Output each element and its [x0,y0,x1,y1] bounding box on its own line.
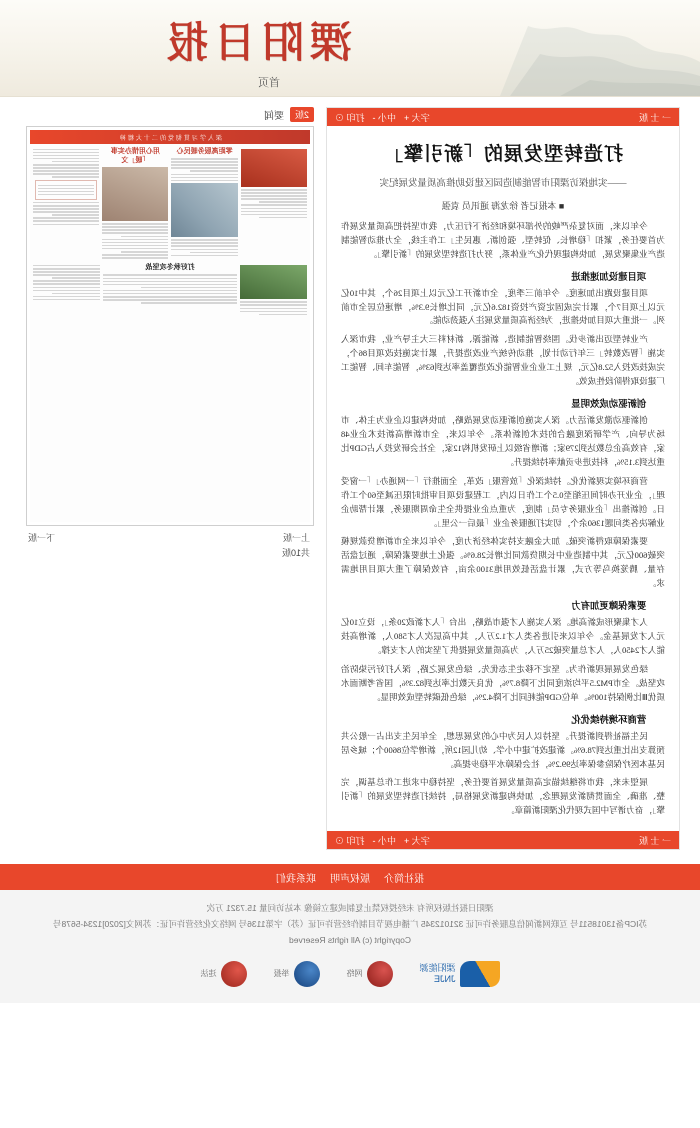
main-content [20,107,680,850]
page-thumbnail-inner [30,130,310,522]
print-button-bottom[interactable]: 打印 ⊙ [335,835,365,846]
article-subheadline: ——实地探访溧阳市智能制造园区建设助推高质量发展纪实 [379,178,627,189]
report-badge-icon [295,961,321,987]
article-paragraph: 展望未来，我市将继续锚定高质量发展首要任务，坚持稳中求进工作总基调，完整、准确、全面贯彻新发展理念，加快构建新发展格局，持续打造转型发展的「新引擎」，奋力谱写中国式现代化溧阳新篇章。 [341,777,665,816]
font-large-button-bottom[interactable]: 字大 + [404,835,430,846]
article-paragraph: 产业转型迈出新步伐。围绕智能制造、新能源、新材料三大主导产业，我市深入实施「智改数转」三年行动计划，推动传统产业改造提升，累计实施技改项目86个，完成技改投入52.8亿元，规上工业企业智能化改造覆盖率达到63%，智能车间、智能工厂建设取得阶段性成效。 [341,334,665,387]
thumbnail-navigation [24,531,314,544]
illegal-report-badge-icon [222,961,248,987]
article-panel [326,107,680,850]
article-body [327,126,679,831]
article-section-title: 营商环境持续优化 [571,715,647,726]
footer-copyright: Copyright (c) All rights Reserved [289,935,411,946]
badge-label: 网络 [346,969,363,979]
article-toolbar-top [327,108,679,126]
page-number-badge: 2版 [290,107,314,122]
next-page-button[interactable]: 下一版 [28,533,56,543]
footer-nav [0,864,700,890]
thumbnail-text-lines [241,189,307,218]
page-section-name: 要闻 [263,111,284,122]
gov-badge-group[interactable] [201,961,248,987]
thumbnail-text-lines [240,301,307,315]
thumbnail-photo [240,265,307,299]
sponsor-logo-name-cn: 溧阳能源 [419,962,456,973]
article-headline: 打造转型发展的「新引擎」 [383,144,624,165]
page-count-label: 共10版 [281,548,310,558]
thumbnail-text-lines [33,265,100,301]
font-small-button-bottom[interactable]: 中小 - [372,835,397,846]
thumbnail-column [103,263,237,316]
footer-link-contact[interactable]: 联系我们 [276,873,316,885]
gov-badge-group[interactable] [347,961,394,987]
mountain-illustration-icon [360,0,700,96]
page-preview-panel [24,107,314,559]
article-section-title: 要素保障更加有力 [571,602,647,613]
footer-link-copyright[interactable]: 版权声明 [330,873,370,885]
article-paragraph: 要素保障取得新突破。加大金融支持实体经济力度，今年以来全市新增贷款规模突破600亿元，其中制造业中长期贷款同比增长28.6%。强化土地要素保障，通过盘活存量、腾笼换鸟等方式，累计盘活低效用地3100余亩，有效保障了重大项目用地需求。 [341,536,665,589]
page-title: 溧阳日报 [160,21,353,67]
font-large-button[interactable]: 字大 + [404,112,430,123]
home-link[interactable]: 首页 [258,77,280,89]
footer-link-about[interactable]: 报社简介 [384,873,424,885]
sponsor-logo-name-en: JNJE [434,973,456,984]
thumbnail-column [172,147,238,260]
footer-info [0,890,700,954]
thumbnail-text-lines [102,223,168,259]
thumbnail-banner: 深入学习贯彻党的二十大精神 [30,130,310,144]
article-toolbar-bottom [327,831,679,849]
thumbnail-text-lines [38,185,94,196]
thumbnail-photo [172,183,238,237]
thumbnail-text-lines [172,158,238,181]
thumbnail-headline: 零距离服务暖民心 [176,147,233,155]
font-small-button[interactable]: 中小 - [372,112,397,123]
thumbnail-text-lines [33,202,99,225]
article-byline: ■ 本报记者 徐龙海 通讯员 袁强 [441,200,565,211]
print-button[interactable]: 打印 ⊙ [335,112,365,123]
thumbnail-text-lines [33,149,99,178]
sponsor-logo-mark-icon [460,961,500,987]
footer-info-line: 溧阳日报社版权所有 未经授权禁止复制或建立镜像 本站访问量 15.7321 万次 [206,903,494,914]
thumbnail-column [240,263,307,316]
footer-info-line: 苏ICP备13018511号 互联网新闻信息服务许可证 321012345 广播电视节目制作经营许可证（苏）字第1136号 网络文化经营许可证：苏网文[2020]1234-5678号 [53,919,647,930]
thumbnail-column [33,147,99,260]
police-badge-icon [368,961,394,987]
thumbnail-photo [102,167,168,221]
article-paragraph: 人才集聚形成新高地。深入实施人才强市战略，出台「人才新政20条」，设立10亿元人才发展基金。今年以来引进各类人才1.2万人，其中高层次人才580人，新增高技能人才2450人，人才总量突破25万人，为高质量发展提供了坚实的人才支撑。 [341,617,665,655]
page-indicator-bottom: 一 士 版 [638,835,671,846]
thumbnail-headline: 用心用情办实事「暖」文 [110,147,160,165]
masthead [0,0,700,97]
article-paragraph: 创新驱动激发新活力。深入实施创新驱动发展战略，加快构建以企业为主体、市场为导向、产学研深度融合的技术创新体系。今年以来，全市新增高新技术企业48家，有效高企总数达到279家；新增省级以上研发机构12家，全社会研发投入占GDP比重达到3.15%，科技进步贡献率持续提升。 [341,415,665,467]
gov-badge-group[interactable] [274,961,321,987]
footer-logos [0,955,700,1003]
thumbnail-photo [241,149,307,187]
thumbnail-headline: 打好秋冬攻坚战 [145,263,195,272]
article-section-title: 创新驱动成效明显 [571,400,647,411]
sponsor-logo [420,961,500,987]
thumbnail-text-lines [103,274,237,303]
page-thumbnail[interactable] [26,126,314,526]
badge-label: 举报 [273,969,290,979]
article-paragraph: 今年以来，面对复杂严峻的外部环境和经济下行压力，我市坚持把高质量发展作为首要任务，紧扣「稳增长、促转型、强创新、惠民生」工作主线，全力推动智能制造产业集聚发展，加快构建现代化产业体系，努力打造转型发展的「新引擎」。 [341,220,665,259]
thumbnail-text-lines [172,239,238,256]
thumbnail-column [33,263,100,316]
article-paragraph: 营商环境实现新优化。持续深化「放管服」改革，全面推行「一网通办」「一窗受理」，企业开办时间压缩至0.5个工作日以内，工程建设项目审批时限压减至60个工作日。创新推出「企业服务专员」制度，为重点企业提供全生命周期服务，累计帮助企业解决各类问题1360余个，切实打通服务企业「最后一公里」。 [341,475,665,528]
article-paragraph: 民生福祉得到新提升。坚持以人民为中心的发展思想，全年民生支出占一般公共预算支出比重达到78.6%。新建改扩建中小学、幼儿园12所，新增学位8600个；城乡居民基本医疗保险参保率达99.2%，社会保障水平稳步提高。 [341,730,665,769]
page-indicator-top: 一 士 版 [638,112,671,123]
article-section-title: 项目建设加速推进 [571,272,647,283]
page-preview-header [24,107,314,122]
article-paragraph: 绿色发展展现新作为。坚定不移走生态优先、绿色发展之路，深入打好污染防治攻坚战。全市PM2.5平均浓度同比下降8.7%，优良天数比率达到82.3%，国省考断面水质优Ⅲ比例保持100%。单位GDP能耗同比下降4.2%，绿色低碳转型成效明显。 [341,663,665,702]
prev-page-button[interactable]: 上一版 [282,533,310,543]
badge-label: 违法 [200,969,217,979]
article-paragraph: 项目建设跑出加速度。今年前三季度，全市新开工亿元以上项目26个，其中10亿元以上项目7个，累计完成固定资产投资182.6亿元，同比增长9.3%，增速位居全市前列。一批重大项目加快推进，为经济高质量发展注入强劲动能。 [341,287,665,326]
thumbnail-column [102,147,168,260]
thumbnail-boxed-item [35,180,97,200]
thumbnail-column [241,147,307,260]
